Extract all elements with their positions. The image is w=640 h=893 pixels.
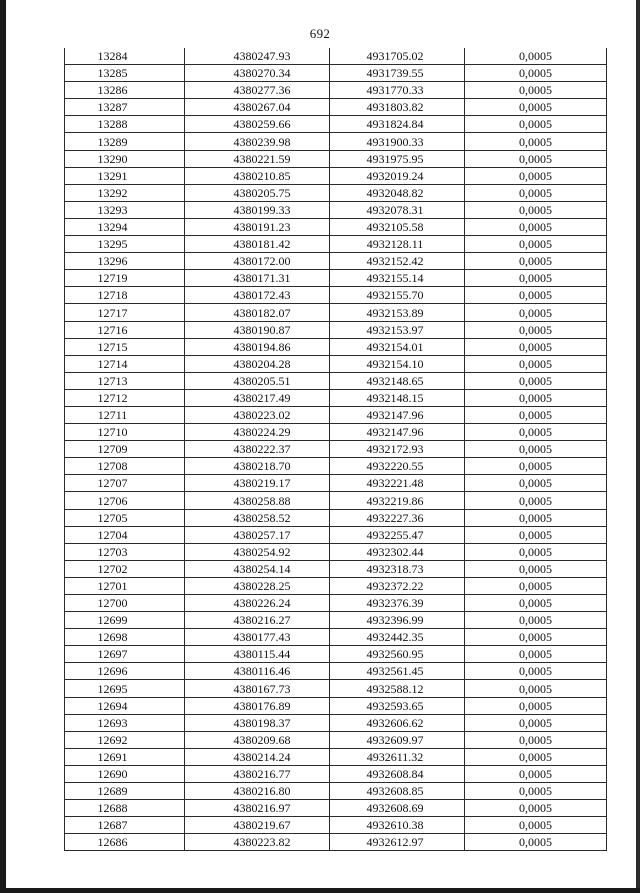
table-row — [65, 509, 607, 526]
x-coordinate-cell: 4380209.68 — [185, 731, 330, 748]
tolerance-cell: 0,0005 — [465, 680, 607, 697]
y-coordinate-cell: 4932148.65 — [330, 372, 465, 389]
tolerance-cell: 0,0005 — [465, 338, 607, 355]
x-coordinate-cell: 4380226.24 — [185, 595, 330, 612]
table-row — [65, 201, 607, 218]
point-id-cell: 12708 — [65, 458, 185, 475]
table-row — [65, 441, 607, 458]
table-row — [65, 783, 607, 800]
point-id-cell: 12702 — [65, 560, 185, 577]
point-id-cell: 12687 — [65, 817, 185, 834]
point-id-cell: 12693 — [65, 714, 185, 731]
scan-border-bottom — [0, 888, 640, 893]
point-id-cell: 13296 — [65, 253, 185, 270]
point-id-cell: 12699 — [65, 612, 185, 629]
table-row — [65, 697, 607, 714]
point-id-cell: 12689 — [65, 783, 185, 800]
y-coordinate-cell: 4931705.02 — [330, 48, 465, 65]
point-id-cell: 12718 — [65, 287, 185, 304]
y-coordinate-cell: 4932610.38 — [330, 817, 465, 834]
y-coordinate-cell: 4932154.10 — [330, 355, 465, 372]
y-coordinate-cell: 4932372.22 — [330, 577, 465, 594]
y-coordinate-cell: 4932155.70 — [330, 287, 465, 304]
tolerance-cell: 0,0005 — [465, 372, 607, 389]
scan-border-right — [636, 0, 640, 893]
page-number: 692 — [309, 26, 331, 41]
point-id-cell: 12715 — [65, 338, 185, 355]
y-coordinate-cell: 4932128.11 — [330, 236, 465, 253]
tolerance-cell: 0,0005 — [465, 424, 607, 441]
x-coordinate-cell: 4380221.59 — [185, 150, 330, 167]
table-row — [65, 458, 607, 475]
point-id-cell: 12717 — [65, 304, 185, 321]
table-row — [65, 492, 607, 509]
point-id-cell: 13294 — [65, 218, 185, 235]
tolerance-cell: 0,0005 — [465, 253, 607, 270]
tolerance-cell: 0,0005 — [465, 595, 607, 612]
y-coordinate-cell: 4931824.84 — [330, 116, 465, 133]
tolerance-cell: 0,0005 — [465, 116, 607, 133]
y-coordinate-cell: 4932227.36 — [330, 509, 465, 526]
table-row — [65, 287, 607, 304]
table-row — [65, 424, 607, 441]
y-coordinate-cell: 4932560.95 — [330, 646, 465, 663]
x-coordinate-cell: 4380277.36 — [185, 82, 330, 99]
table-row — [65, 270, 607, 287]
tolerance-cell: 0,0005 — [465, 355, 607, 372]
point-id-cell: 13288 — [65, 116, 185, 133]
tolerance-cell: 0,0005 — [465, 99, 607, 116]
point-id-cell: 13291 — [65, 167, 185, 184]
table-row — [65, 629, 607, 646]
point-id-cell: 12701 — [65, 577, 185, 594]
x-coordinate-cell: 4380258.52 — [185, 509, 330, 526]
x-coordinate-cell: 4380182.07 — [185, 304, 330, 321]
table-row — [65, 543, 607, 560]
y-coordinate-cell: 4932611.32 — [330, 748, 465, 765]
tolerance-cell: 0,0005 — [465, 612, 607, 629]
x-coordinate-cell: 4380115.44 — [185, 646, 330, 663]
x-coordinate-cell: 4380270.34 — [185, 65, 330, 82]
x-coordinate-cell: 4380199.33 — [185, 201, 330, 218]
x-coordinate-cell: 4380257.17 — [185, 526, 330, 543]
tolerance-cell: 0,0005 — [465, 817, 607, 834]
y-coordinate-cell: 4931803.82 — [330, 99, 465, 116]
x-coordinate-cell: 4380239.98 — [185, 133, 330, 150]
table-row — [65, 731, 607, 748]
point-id-cell: 12713 — [65, 372, 185, 389]
x-coordinate-cell: 4380181.42 — [185, 236, 330, 253]
y-coordinate-cell: 4932318.73 — [330, 560, 465, 577]
tolerance-cell: 0,0005 — [465, 629, 607, 646]
table-row — [65, 99, 607, 116]
x-coordinate-cell: 4380172.00 — [185, 253, 330, 270]
x-coordinate-cell: 4380219.17 — [185, 475, 330, 492]
y-coordinate-cell: 4932376.39 — [330, 595, 465, 612]
y-coordinate-cell: 4932593.65 — [330, 697, 465, 714]
point-id-cell: 13287 — [65, 99, 185, 116]
y-coordinate-cell: 4932561.45 — [330, 663, 465, 680]
tolerance-cell: 0,0005 — [465, 800, 607, 817]
table-row — [65, 817, 607, 834]
point-id-cell: 12700 — [65, 595, 185, 612]
y-coordinate-cell: 4932255.47 — [330, 526, 465, 543]
y-coordinate-cell: 4932154.01 — [330, 338, 465, 355]
point-id-cell: 12694 — [65, 697, 185, 714]
table-row — [65, 253, 607, 270]
tolerance-cell: 0,0005 — [465, 526, 607, 543]
x-coordinate-cell: 4380223.02 — [185, 406, 330, 423]
y-coordinate-cell: 4932608.85 — [330, 783, 465, 800]
point-id-cell: 13293 — [65, 201, 185, 218]
x-coordinate-cell: 4380205.75 — [185, 184, 330, 201]
tolerance-cell: 0,0005 — [465, 731, 607, 748]
table-row — [65, 389, 607, 406]
point-id-cell: 12716 — [65, 321, 185, 338]
point-id-cell: 12707 — [65, 475, 185, 492]
table-row — [65, 65, 607, 82]
y-coordinate-cell: 4932153.97 — [330, 321, 465, 338]
y-coordinate-cell: 4932606.62 — [330, 714, 465, 731]
x-coordinate-cell: 4380171.31 — [185, 270, 330, 287]
point-id-cell: 12706 — [65, 492, 185, 509]
x-coordinate-cell: 4380228.25 — [185, 577, 330, 594]
x-coordinate-cell: 4380259.66 — [185, 116, 330, 133]
table-row — [65, 748, 607, 765]
table-row — [65, 48, 607, 65]
point-id-cell: 12711 — [65, 406, 185, 423]
x-coordinate-cell: 4380214.24 — [185, 748, 330, 765]
y-coordinate-cell: 4932396.99 — [330, 612, 465, 629]
point-id-cell: 13290 — [65, 150, 185, 167]
x-coordinate-cell: 4380267.04 — [185, 99, 330, 116]
x-coordinate-cell: 4380218.70 — [185, 458, 330, 475]
point-id-cell: 12712 — [65, 389, 185, 406]
x-coordinate-cell: 4380254.92 — [185, 543, 330, 560]
point-id-cell: 12709 — [65, 441, 185, 458]
tolerance-cell: 0,0005 — [465, 663, 607, 680]
table-row — [65, 714, 607, 731]
y-coordinate-cell: 4932302.44 — [330, 543, 465, 560]
y-coordinate-cell: 4932221.48 — [330, 475, 465, 492]
tolerance-cell: 0,0005 — [465, 150, 607, 167]
table-row — [65, 663, 607, 680]
y-coordinate-cell: 4932148.15 — [330, 389, 465, 406]
coordinates-table-body — [65, 48, 607, 851]
tolerance-cell: 0,0005 — [465, 201, 607, 218]
x-coordinate-cell: 4380190.87 — [185, 321, 330, 338]
tolerance-cell: 0,0005 — [465, 389, 607, 406]
table-row — [65, 526, 607, 543]
scan-border-left — [0, 0, 6, 893]
tolerance-cell: 0,0005 — [465, 834, 607, 851]
y-coordinate-cell: 4932147.96 — [330, 424, 465, 441]
tolerance-cell: 0,0005 — [465, 577, 607, 594]
x-coordinate-cell: 4380258.88 — [185, 492, 330, 509]
x-coordinate-cell: 4380172.43 — [185, 287, 330, 304]
y-coordinate-cell: 4932152.42 — [330, 253, 465, 270]
x-coordinate-cell: 4380217.49 — [185, 389, 330, 406]
coordinates-table — [64, 48, 607, 851]
x-coordinate-cell: 4380116.46 — [185, 663, 330, 680]
x-coordinate-cell: 4380177.43 — [185, 629, 330, 646]
tolerance-cell: 0,0005 — [465, 783, 607, 800]
point-id-cell: 13289 — [65, 133, 185, 150]
x-coordinate-cell: 4380216.27 — [185, 612, 330, 629]
x-coordinate-cell: 4380254.14 — [185, 560, 330, 577]
x-coordinate-cell: 4380191.23 — [185, 218, 330, 235]
point-id-cell: 12691 — [65, 748, 185, 765]
x-coordinate-cell: 4380210.85 — [185, 167, 330, 184]
table-row — [65, 646, 607, 663]
tolerance-cell: 0,0005 — [465, 509, 607, 526]
x-coordinate-cell: 4380216.80 — [185, 783, 330, 800]
y-coordinate-cell: 4932172.93 — [330, 441, 465, 458]
point-id-cell: 12698 — [65, 629, 185, 646]
table-row — [65, 834, 607, 851]
x-coordinate-cell: 4380176.89 — [185, 697, 330, 714]
y-coordinate-cell: 4931900.33 — [330, 133, 465, 150]
tolerance-cell: 0,0005 — [465, 646, 607, 663]
table-row — [65, 167, 607, 184]
point-id-cell: 12688 — [65, 800, 185, 817]
point-id-cell: 13295 — [65, 236, 185, 253]
tolerance-cell: 0,0005 — [465, 765, 607, 782]
point-id-cell: 12692 — [65, 731, 185, 748]
tolerance-cell: 0,0005 — [465, 133, 607, 150]
point-id-cell: 12690 — [65, 765, 185, 782]
tolerance-cell: 0,0005 — [465, 167, 607, 184]
y-coordinate-cell: 4932220.55 — [330, 458, 465, 475]
point-id-cell: 12697 — [65, 646, 185, 663]
y-coordinate-cell: 4932608.69 — [330, 800, 465, 817]
x-coordinate-cell: 4380194.86 — [185, 338, 330, 355]
table-row — [65, 612, 607, 629]
table-row — [65, 218, 607, 235]
point-id-cell: 12703 — [65, 543, 185, 560]
point-id-cell: 13286 — [65, 82, 185, 99]
point-id-cell: 12704 — [65, 526, 185, 543]
tolerance-cell: 0,0005 — [465, 748, 607, 765]
table-row — [65, 116, 607, 133]
y-coordinate-cell: 4931770.33 — [330, 82, 465, 99]
x-coordinate-cell: 4380219.67 — [185, 817, 330, 834]
y-coordinate-cell: 4932442.35 — [330, 629, 465, 646]
table-row — [65, 150, 607, 167]
tolerance-cell: 0,0005 — [465, 697, 607, 714]
tolerance-cell: 0,0005 — [465, 184, 607, 201]
table-row — [65, 338, 607, 355]
tolerance-cell: 0,0005 — [465, 406, 607, 423]
y-coordinate-cell: 4932612.97 — [330, 834, 465, 851]
y-coordinate-cell: 4932609.97 — [330, 731, 465, 748]
y-coordinate-cell: 4932608.84 — [330, 765, 465, 782]
tolerance-cell: 0,0005 — [465, 65, 607, 82]
point-id-cell: 12705 — [65, 509, 185, 526]
tolerance-cell: 0,0005 — [465, 492, 607, 509]
table-row — [65, 372, 607, 389]
x-coordinate-cell: 4380224.29 — [185, 424, 330, 441]
point-id-cell: 13285 — [65, 65, 185, 82]
table-row — [65, 475, 607, 492]
table-row — [65, 82, 607, 99]
table-row — [65, 304, 607, 321]
point-id-cell: 12710 — [65, 424, 185, 441]
tolerance-cell: 0,0005 — [465, 441, 607, 458]
table-row — [65, 355, 607, 372]
table-row — [65, 680, 607, 697]
table-row — [65, 577, 607, 594]
point-id-cell: 13284 — [65, 48, 185, 65]
y-coordinate-cell: 4932105.58 — [330, 218, 465, 235]
x-coordinate-cell: 4380247.93 — [185, 48, 330, 65]
x-coordinate-cell: 4380222.37 — [185, 441, 330, 458]
tolerance-cell: 0,0005 — [465, 48, 607, 65]
tolerance-cell: 0,0005 — [465, 714, 607, 731]
tolerance-cell: 0,0005 — [465, 560, 607, 577]
y-coordinate-cell: 4932019.24 — [330, 167, 465, 184]
tolerance-cell: 0,0005 — [465, 475, 607, 492]
table-row — [65, 236, 607, 253]
table-row — [65, 560, 607, 577]
point-id-cell: 12719 — [65, 270, 185, 287]
point-id-cell: 12686 — [65, 834, 185, 851]
tolerance-cell: 0,0005 — [465, 304, 607, 321]
table-row — [65, 133, 607, 150]
y-coordinate-cell: 4932155.14 — [330, 270, 465, 287]
table-row — [65, 765, 607, 782]
x-coordinate-cell: 4380167.73 — [185, 680, 330, 697]
y-coordinate-cell: 4932048.82 — [330, 184, 465, 201]
table-row — [65, 595, 607, 612]
y-coordinate-cell: 4932147.96 — [330, 406, 465, 423]
table-row — [65, 800, 607, 817]
tolerance-cell: 0,0005 — [465, 287, 607, 304]
tolerance-cell: 0,0005 — [465, 236, 607, 253]
point-id-cell: 12714 — [65, 355, 185, 372]
tolerance-cell: 0,0005 — [465, 218, 607, 235]
tolerance-cell: 0,0005 — [465, 270, 607, 287]
tolerance-cell: 0,0005 — [465, 321, 607, 338]
tolerance-cell: 0,0005 — [465, 458, 607, 475]
tolerance-cell: 0,0005 — [465, 543, 607, 560]
tolerance-cell: 0,0005 — [465, 82, 607, 99]
x-coordinate-cell: 4380216.97 — [185, 800, 330, 817]
x-coordinate-cell: 4380205.51 — [185, 372, 330, 389]
x-coordinate-cell: 4380216.77 — [185, 765, 330, 782]
x-coordinate-cell: 4380223.82 — [185, 834, 330, 851]
point-id-cell: 13292 — [65, 184, 185, 201]
table-row — [65, 321, 607, 338]
y-coordinate-cell: 4932588.12 — [330, 680, 465, 697]
point-id-cell: 12696 — [65, 663, 185, 680]
table-row — [65, 406, 607, 423]
x-coordinate-cell: 4380198.37 — [185, 714, 330, 731]
y-coordinate-cell: 4931739.55 — [330, 65, 465, 82]
y-coordinate-cell: 4931975.95 — [330, 150, 465, 167]
y-coordinate-cell: 4932219.86 — [330, 492, 465, 509]
y-coordinate-cell: 4932078.31 — [330, 201, 465, 218]
x-coordinate-cell: 4380204.28 — [185, 355, 330, 372]
y-coordinate-cell: 4932153.89 — [330, 304, 465, 321]
table-row — [65, 184, 607, 201]
point-id-cell: 12695 — [65, 680, 185, 697]
